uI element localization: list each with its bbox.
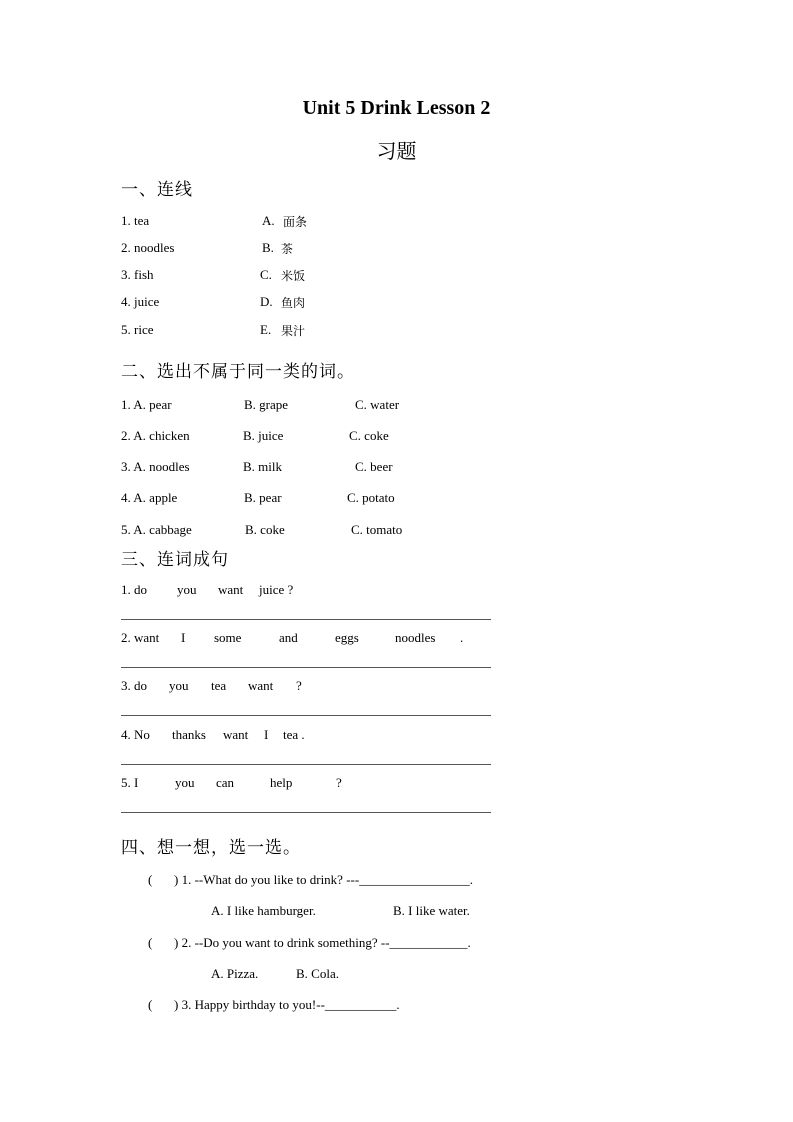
section4-heading: 四、想一想，选一选。 bbox=[121, 838, 301, 858]
scrambled-word: eggs bbox=[335, 630, 359, 645]
scrambled-word: noodles bbox=[395, 630, 436, 645]
option-a: 4. A. apple bbox=[121, 490, 178, 505]
scrambled-word: tea . bbox=[283, 727, 305, 742]
match-left-item: 3. fish bbox=[121, 267, 154, 282]
scrambled-word: 3. do bbox=[121, 678, 147, 693]
scrambled-word: juice ? bbox=[259, 582, 294, 597]
option-b: B. coke bbox=[245, 522, 285, 537]
choice-b: B. I like water. bbox=[393, 903, 470, 918]
option-b: B. grape bbox=[244, 397, 289, 412]
choice-a: A. Pizza. bbox=[211, 966, 259, 981]
scrambled-word: and bbox=[279, 630, 298, 645]
option-b: B. pear bbox=[244, 490, 282, 505]
scrambled-word: can bbox=[216, 775, 235, 790]
scrambled-word: 5. I bbox=[121, 775, 139, 790]
option-b: B. milk bbox=[243, 459, 283, 474]
question-text: ) 1. --What do you like to drink? ---_________________. bbox=[174, 872, 473, 887]
scrambled-word: want bbox=[223, 727, 249, 742]
choice-b: B. Cola. bbox=[296, 966, 339, 981]
match-right-word: 果汁 bbox=[281, 324, 306, 338]
answer-paren[interactable]: ( bbox=[148, 935, 153, 950]
scrambled-word: I bbox=[264, 727, 269, 742]
choice-a: A. I like hamburger. bbox=[211, 903, 316, 918]
answer-line[interactable] bbox=[121, 764, 491, 765]
option-c: C. beer bbox=[355, 459, 393, 474]
option-a: 2. A. chicken bbox=[121, 428, 190, 443]
answer-line[interactable] bbox=[121, 812, 491, 813]
scrambled-word: 1. do bbox=[121, 582, 147, 597]
scrambled-word: you bbox=[175, 775, 195, 790]
match-right-word: 鱼肉 bbox=[281, 296, 306, 310]
option-c: C. tomato bbox=[351, 522, 403, 537]
match-left-item: 4. juice bbox=[121, 294, 160, 309]
option-a: 1. A. pear bbox=[121, 397, 172, 412]
scrambled-word: want bbox=[218, 582, 244, 597]
scrambled-word: tea bbox=[211, 678, 227, 693]
section3-heading: 三、连词成句 bbox=[121, 550, 229, 570]
match-right-word: 面条 bbox=[283, 215, 308, 229]
scrambled-word: ? bbox=[336, 775, 342, 790]
scrambled-word: . bbox=[460, 630, 464, 645]
scrambled-word: want bbox=[248, 678, 274, 693]
match-right-letter: A. bbox=[262, 213, 275, 228]
option-c: C. water bbox=[355, 397, 400, 412]
answer-paren[interactable]: ( bbox=[148, 872, 153, 887]
match-right-letter: D. bbox=[260, 294, 273, 309]
match-left-item: 1. tea bbox=[121, 213, 150, 228]
answer-line[interactable] bbox=[121, 715, 491, 716]
match-right-word: 茶 bbox=[281, 242, 294, 256]
option-a: 5. A. cabbage bbox=[121, 522, 192, 537]
section2-heading: 二、选出不属于同一类的词。 bbox=[121, 362, 355, 382]
match-right-letter: C. bbox=[260, 267, 272, 282]
match-right-word: 米饭 bbox=[281, 269, 306, 283]
match-right-letter: E. bbox=[260, 322, 272, 337]
answer-paren[interactable]: ( bbox=[148, 997, 153, 1012]
scrambled-word: thanks bbox=[172, 727, 206, 742]
scrambled-word: I bbox=[181, 630, 186, 645]
question-text: ) 2. --Do you want to drink something? --____________. bbox=[174, 935, 471, 950]
scrambled-word: ? bbox=[296, 678, 302, 693]
option-c: C. potato bbox=[347, 490, 395, 505]
answer-line[interactable] bbox=[121, 667, 491, 668]
scrambled-word: you bbox=[169, 678, 189, 693]
scrambled-word: some bbox=[214, 630, 242, 645]
scrambled-word: help bbox=[270, 775, 293, 790]
option-c: C. coke bbox=[349, 428, 389, 443]
scrambled-word: 2. want bbox=[121, 630, 160, 645]
page-title: Unit 5 Drink Lesson 2 bbox=[302, 97, 491, 119]
section1-heading: 一、连线 bbox=[121, 180, 193, 200]
scrambled-word: 4. No bbox=[121, 727, 150, 742]
page-subtitle: 习题 bbox=[376, 139, 417, 163]
match-left-item: 2. noodles bbox=[121, 240, 175, 255]
question-text: ) 3. Happy birthday to you!--___________. bbox=[174, 997, 400, 1012]
answer-line[interactable] bbox=[121, 619, 491, 620]
scrambled-word: you bbox=[177, 582, 197, 597]
match-right-letter: B. bbox=[262, 240, 274, 255]
option-a: 3. A. noodles bbox=[121, 459, 190, 474]
option-b: B. juice bbox=[243, 428, 284, 443]
match-left-item: 5. rice bbox=[121, 322, 154, 337]
